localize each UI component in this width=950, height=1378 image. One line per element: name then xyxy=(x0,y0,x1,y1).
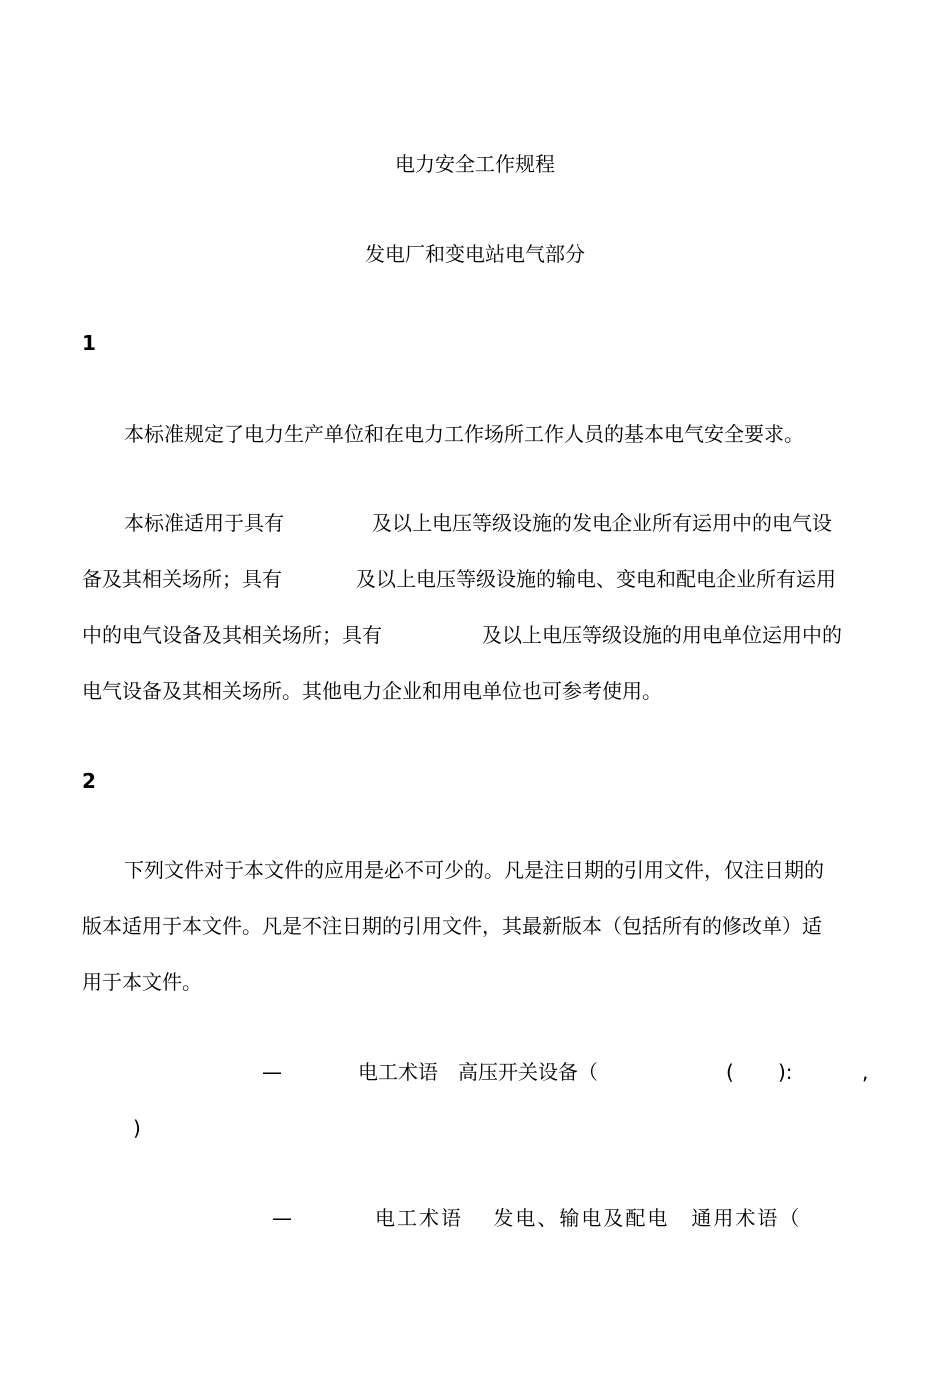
reference-1-close: ) xyxy=(133,1116,141,1140)
applicability-line-4: 电气设备及其相关场所。其他电力企业和用电单位也可参考使用。 xyxy=(82,679,662,703)
reference-2-text: 电工术语 发电、输电及配电 通用术语（ xyxy=(375,1206,802,1230)
reference-1-text: 电工术语 高压开关设备（ xyxy=(358,1060,598,1084)
applicability-line-3b: 及以上电压等级设施的用电单位运用中的 xyxy=(482,623,842,647)
document-subtitle: 发电厂和变电站电气部分 xyxy=(365,242,585,266)
reference-1-comma: , xyxy=(862,1060,869,1084)
applicability-line-2b: 及以上电压等级设施的输电、变电和配电企业所有运用 xyxy=(356,567,836,591)
applicability-line-1b: 及以上电压等级设施的发电企业所有运用中的电气设 xyxy=(372,511,832,535)
references-line-1: 下列文件对于本文件的应用是必不可少的。凡是注日期的引用文件，仅注日期的 xyxy=(124,858,824,882)
reference-2-dash: — xyxy=(272,1206,292,1230)
applicability-line-3a: 中的电气设备及其相关场所；具有 xyxy=(82,623,382,647)
applicability-line-1a: 本标准适用于具有 xyxy=(124,511,284,535)
section-number-2: 2 xyxy=(82,769,96,793)
document-title: 电力安全工作规程 xyxy=(395,152,555,176)
reference-1-paren-close: ): xyxy=(778,1060,793,1084)
scope-paragraph: 本标准规定了电力生产单位和在电力工作场所工作人员的基本电气安全要求。 xyxy=(124,422,804,446)
references-line-2: 版本适用于本文件。凡是不注日期的引用文件，其最新版本（包括所有的修改单）适 xyxy=(82,914,822,938)
reference-1-dash: — xyxy=(262,1060,282,1084)
applicability-line-2a: 备及其相关场所；具有 xyxy=(82,567,282,591)
reference-1-paren-open: ( xyxy=(726,1060,734,1084)
references-line-3: 用于本文件。 xyxy=(82,970,202,994)
section-number-1: 1 xyxy=(82,331,96,355)
